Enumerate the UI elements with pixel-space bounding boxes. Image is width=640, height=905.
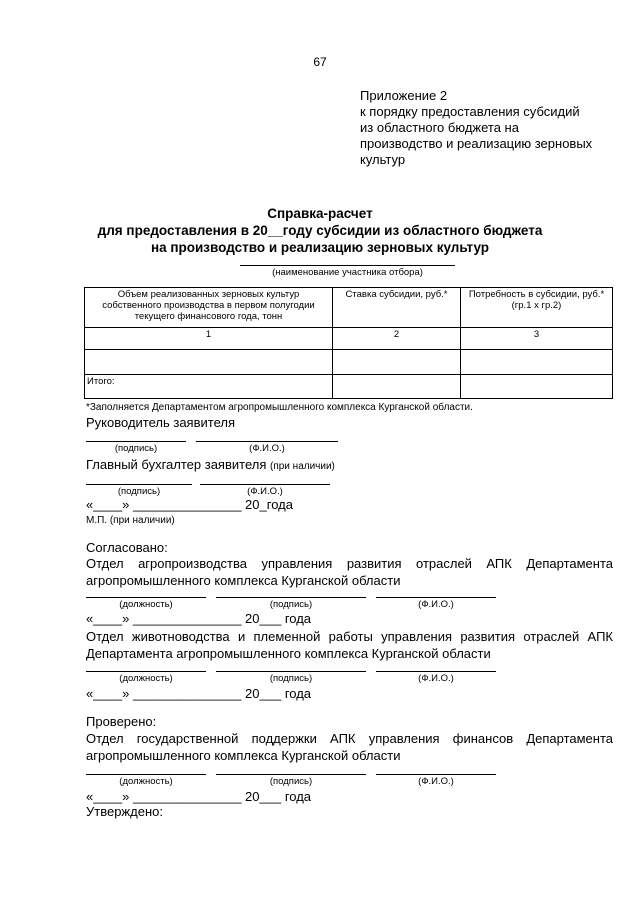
head-label: Руководитель заявителя bbox=[86, 415, 235, 430]
name-line bbox=[376, 597, 496, 598]
sign-caption: (подпись) bbox=[117, 486, 161, 497]
sign-caption: (подпись) bbox=[269, 599, 313, 610]
stamp-note: М.П. (при наличии) bbox=[86, 515, 175, 526]
participant-caption: (наименование участника отбора) bbox=[272, 267, 423, 278]
agreed-dept-2: Отдел животноводства и племенной работы управления развития отраслей АПК Департамента агропромышленного комплекса Курганской области bbox=[86, 629, 613, 661]
accountant-row bbox=[86, 457, 335, 472]
position-line bbox=[86, 774, 206, 775]
header-rate: Ставка субсидии, руб.* bbox=[333, 288, 461, 328]
annex-line: из областного бюджета на bbox=[360, 120, 519, 135]
data-cell bbox=[333, 350, 461, 375]
data-cell bbox=[333, 375, 461, 399]
footnote: *Заполняется Департаментом агропромышленного комплекса Курганской области. bbox=[86, 402, 473, 413]
name-line bbox=[376, 671, 496, 672]
sign-caption: (подпись) bbox=[269, 776, 313, 787]
data-cell bbox=[85, 350, 333, 375]
data-cell bbox=[461, 350, 613, 375]
annex-line: производство и реализацию зерновых bbox=[360, 136, 593, 151]
checked-dept: Отдел государственной поддержки АПК управления финансов Департамента агропромышленного комплекса Курганской области bbox=[86, 731, 613, 763]
data-cell bbox=[461, 375, 613, 399]
title-line: для предоставления в 20__году субсидии из областного бюджета bbox=[97, 223, 543, 238]
column-number: 3 bbox=[461, 328, 613, 350]
annex-header bbox=[360, 88, 592, 168]
signature-line bbox=[86, 484, 192, 485]
annex-line: Приложение 2 bbox=[360, 88, 448, 103]
signature-line bbox=[216, 774, 366, 775]
agreed-label: Согласовано: bbox=[86, 540, 168, 555]
name-caption: (Ф.И.О.) bbox=[418, 599, 454, 610]
accountant-label: Главный бухгалтер заявителя bbox=[86, 457, 267, 472]
calculation-table bbox=[84, 287, 613, 399]
name-caption: (Ф.И.О.) bbox=[418, 673, 454, 684]
position-line bbox=[86, 597, 206, 598]
column-number: 2 bbox=[333, 328, 461, 350]
approved-label: Утверждено: bbox=[86, 804, 163, 819]
agreed-dept-1: Отдел агропроизводства управления развития отраслей АПК Департамента агропромышленного комплекса Курганской области bbox=[86, 556, 613, 588]
signature-line bbox=[216, 597, 366, 598]
header-volume: Объем реализованных зерновых культур собственного производства в первом полугодии текущего финансового года, тонн bbox=[85, 288, 333, 328]
document-title bbox=[0, 205, 640, 256]
name-caption: (Ф.И.О.) bbox=[247, 486, 283, 497]
header-need: Потребность в субсидии, руб.* (гр.1 х гр.2) bbox=[461, 288, 613, 328]
accountant-note: (при наличии) bbox=[270, 461, 335, 472]
name-line bbox=[376, 774, 496, 775]
annex-line: культур bbox=[360, 152, 406, 167]
sign-caption: (подпись) bbox=[269, 673, 313, 684]
position-caption: (должность) bbox=[119, 673, 173, 684]
participant-line bbox=[240, 265, 455, 266]
checked-label: Проверено: bbox=[86, 714, 157, 729]
annex-line: к порядку предоставления субсидий bbox=[360, 104, 580, 119]
date-line: «____» _______________ 20___ года bbox=[86, 686, 312, 701]
name-caption: (Ф.И.О.) bbox=[249, 443, 285, 454]
title-line: на производство и реализацию зерновых культур bbox=[150, 240, 490, 255]
position-line bbox=[86, 671, 206, 672]
title-line: Справка-расчет bbox=[267, 206, 373, 221]
sign-caption: (подпись) bbox=[114, 443, 158, 454]
date-line: «____» _______________ 20___ года bbox=[86, 789, 312, 804]
date-line: «____» _______________ 20_года bbox=[86, 497, 293, 512]
position-caption: (должность) bbox=[119, 599, 173, 610]
column-number: 1 bbox=[85, 328, 333, 350]
signature-line bbox=[216, 671, 366, 672]
page-number: 67 bbox=[313, 55, 327, 69]
date-line: «____» _______________ 20___ года bbox=[86, 611, 312, 626]
total-label: Итого: bbox=[85, 375, 333, 399]
name-line bbox=[200, 484, 330, 485]
signature-line bbox=[86, 441, 186, 442]
name-caption: (Ф.И.О.) bbox=[418, 776, 454, 787]
name-line bbox=[196, 441, 338, 442]
position-caption: (должность) bbox=[119, 776, 173, 787]
